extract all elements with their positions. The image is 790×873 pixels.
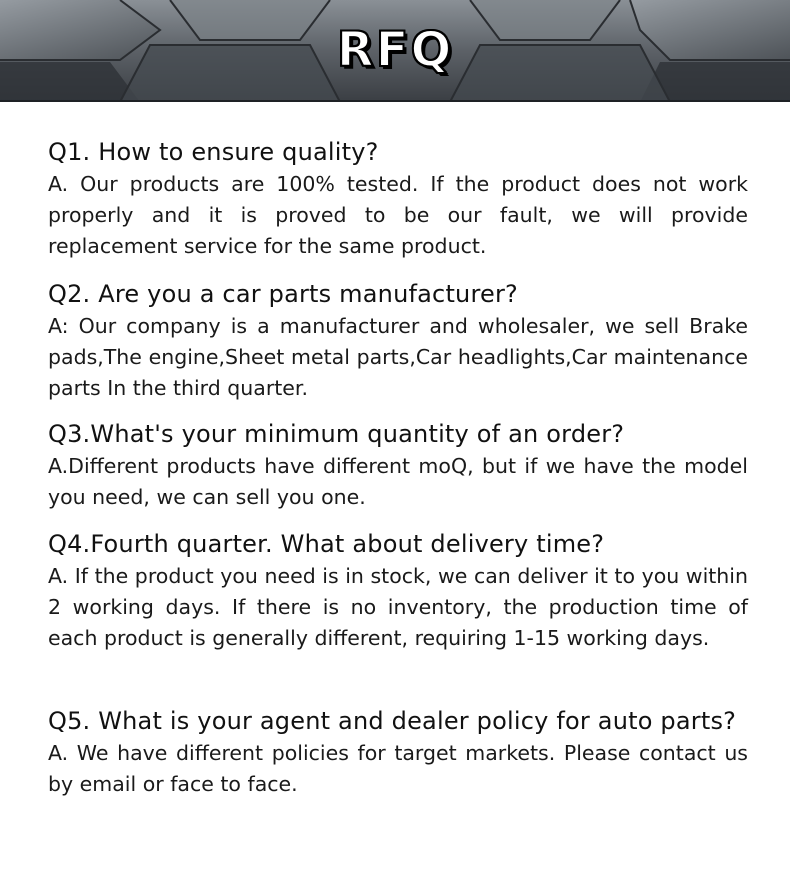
faq-item	[48, 528, 748, 704]
faq-question: Q3.What's your minimum quantity of an order?	[48, 420, 625, 448]
faq-answer: A: Our company is a manufacturer and wholesaler, we sell Brake pads,The engine,Sheet metal parts,Car headlights,Car maintenance parts In the third quarter.	[48, 314, 748, 400]
faq-answer: A.Different products have different moQ, but if we have the model you need, we can sell you one.	[48, 454, 748, 509]
header-banner	[0, 0, 790, 102]
faq-answer: A. If the product you need is in stock, we can deliver it to you within 2 working days. If there is no inventory, the production time of each product is generally different, requiring 1-15 working days.	[48, 564, 748, 650]
faq-answer: A. We have different policies for target markets. Please contact us by email or face to face.	[48, 741, 748, 796]
faq-question: Q4.Fourth quarter. What about delivery time?	[48, 530, 605, 558]
faq-item	[48, 704, 748, 800]
faq-answer: A. Our products are 100% tested. If the product does not work properly and it is proved to be our fault, we will provide replacement service for the same product.	[48, 172, 748, 258]
faq-question: Q1. How to ensure quality?	[48, 138, 379, 166]
page-title: RFQ	[336, 22, 454, 78]
faq-question: Q2. Are you a car parts manufacturer?	[48, 280, 518, 308]
faq-item	[48, 136, 748, 278]
faq-item	[48, 278, 748, 418]
faq-item	[48, 418, 748, 528]
faq-question: Q5. What is your agent and dealer policy for auto parts?	[48, 707, 737, 735]
faq-list	[48, 136, 748, 800]
